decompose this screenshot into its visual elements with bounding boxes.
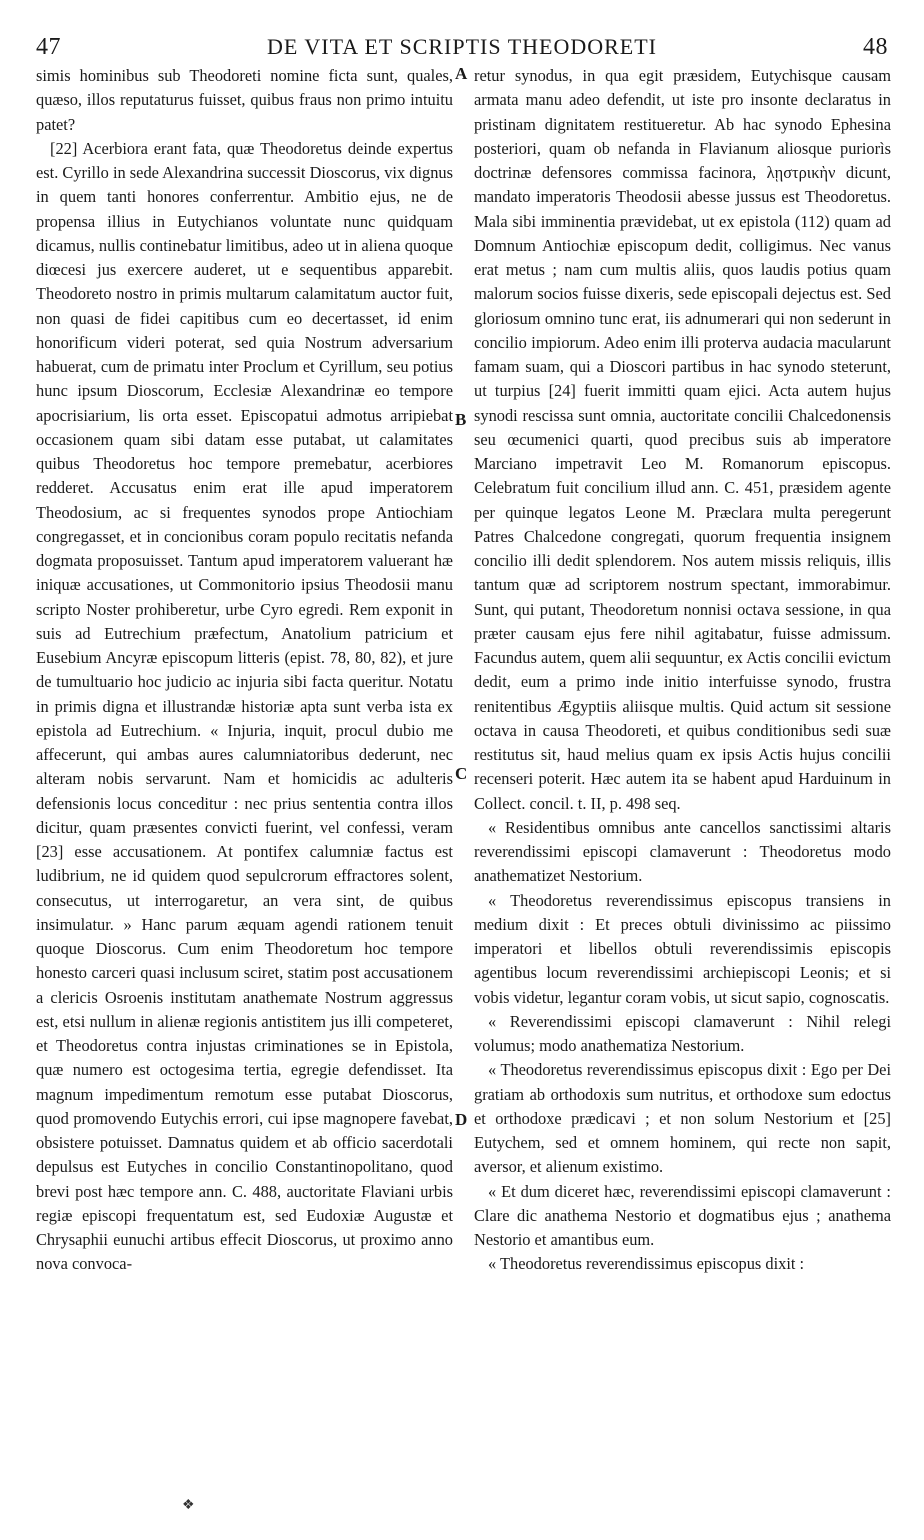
paragraph: « Theodoretus reverendissimus episcopus dixit : — [488, 1254, 805, 1274]
margin-letter-c: C — [455, 764, 468, 783]
margin-letter-d: D — [455, 1110, 468, 1129]
paragraph: retur synodus, in qua egit præsidem, Eutychisque causam armata manu adeo defendit, ut iste pro insonte declaratus in pristinam dignitatem restitueretur. Ab hac synodo Ephesina posteriori, quam ob nefanda in Flavianum aliosque puriorìs doctrinæ defensores commissa facinora, λῃστρικὴν dicunt, mandato imperatoris Theodosii abesse jussus est Theodoretus. Mala sibi imminentia prævidebat, ut ex epistola (112) quam ad Domnum Antiochiæ episcopum dedit, colligimus. Nec vanus erat metus ; nam cum multis aliis, quos laudis potius quam malorum socios fuisse dixeris, sede episcopali dejectus est. Sed gloriosum omnino tunc erat, iis adnumerari qui non sederunt in concilio impiorum. Adeo enim illi proterva audacia macularunt famam suam, qui a Dioscori partibus in hac synodo steterunt, ut turpius [24] fuerit immitti quam ejici. Acta autem hujus synodi rescissa sunt omnia, auctoritate concilii Chalcedonensis seu œcumenici quarti, quod precibus suis ab imperatore Marciano impetravit Leo M. Romanorum episcopus. Celebratum fuit concilium illud ann. C. 451, præsidem agente per quinque legatos Leone M. Præclara multa peregerunt Patres Chalcedone congregati, quorum frequentia insignem concilio illi dedit splendorem. Nos autem missis reliquis, illis tantum quæ ad scriptorem nostrum spectant, immorabimur. Sunt, qui putant, Theodoretum nonnisi octava sessione, in qua præter causam ejus fere nihil agitabatur, fuisse admissum. Facundus autem, quem alii sequuntur, ex Actis concilii evictum dedit, eum a primo inde initio interfuisse synodo, frustra renitentibus Ægyptiis aliisque multis. Quid actum sit sessione octava in causa Theodoreti, et quibus conditionibus sedi suæ restitutus sit, haud melius quam ex ipsis Actis hujus concilii recenseri poterit. Hæc autem ita se habent apud Harduinum in Collect. concil. t. II, p. 498 seq. — [474, 66, 891, 813]
right-column — [474, 64, 891, 1277]
paragraph: « Reverendissimi episcopi clamaverunt : Nihil relegi volumus; modo anathematiza Nestorium. — [474, 1011, 891, 1055]
paragraph: simis hominibus sub Theodoreti nomine ficta sunt, quales, quæso, illos reputaturus fuisset, quibus fraus non primo intuitu patet? — [36, 66, 453, 134]
margin-letter-a: A — [455, 64, 468, 83]
page-number-right: 48 — [863, 34, 888, 60]
paragraph: « Theodoretus reverendissimus episcopus transiens in medium dixit : Et preces obtuli divinissimo ac piissimo imperatori et libellos obtuli reverendissimis episcopis agentibus locum reverendissimi archiepiscopi Leonis; et si vobis videtur, legantur coram vobis, ut sicut sapio, cognoscatis. — [474, 890, 891, 1007]
running-title: DE VITA ET SCRIPTIS THEODORETI — [266, 34, 658, 59]
paragraph: « Theodoretus reverendissimus episcopus dixit : Ego per Dei gratiam ab orthodoxis sum nutritus, et orthodoxe sum edoctus et orthodoxe prædicavi ; et non solum Nestorium et [25] Eutychem, sed et omnem hominem, qui recte non sapit, aversor, et alienum existimo. — [474, 1060, 891, 1177]
running-header — [36, 34, 888, 64]
paragraph: « Et dum diceret hæc, reverendissimi episcopi clamaverunt : Clare dic anathema Nestorio et dogmatibus ejus ; anathema Nestorio et amantibus eum. — [474, 1181, 891, 1249]
margin-letter-b: B — [455, 410, 467, 429]
paragraph: « Residentibus omnibus ante cancellos sanctissimi altaris reverendissimi episcopi clamaverunt : Theodoretus modo anathematizet Nestorium. — [474, 817, 891, 886]
page-number-left: 47 — [36, 34, 61, 60]
ornament-dot-icon: ❖ — [182, 1498, 195, 1513]
left-column — [36, 64, 453, 1277]
paragraph: [22] Acerbiora erant fata, quæ Theodoretus deinde expertus est. Cyrillo in sede Alexandrina successit Dioscorus, vix dignus in quem tanti honores conferrentur. Ambitio ejus, ne de propensa illius in Eutychianos voluntate nunc quidquam dicamus, nullis continebatur limitibus, adeo ut in aliena quoque diœcesi jus exercere auderet, ut e sequentibus apparebit. Theodoreto nostro in primis multarum calamitatum auctor fuit, non quasi de fidei capitibus cum eo decertasset, id enim honorificum videri poterat, sed quia Nostrum adversarium habuerat, cum de primatu inter Proclum et Cyrillum, seu potius hunc ipsum Dioscorum, Ecclesiæ Alexandrinæ eo tempore apocrisiarium, lis orta esset. Episcopatui admotus arripiebat occasionem quam sibi datam esse putabat, ut calamitates quibus Theodoretus hoc tempore premebatur, acerbiores redderet. Accusatus enim erat ille apud imperatorem Theodosium, ac si frequentes synodos prope Antiochiam congregasset, et in concionibus coram populo recitatis nefanda dogmata proposuisset. Tantum apud imperatorem valuerant hæ iniquæ accusationes, ut Commonitorio ipsius Theodosii manu scripto Noster prohiberetur, urbe Cyro egredi. Rem exponit in suis ad Eutrechium præfectum, Anatolium patricium et Eusebium Ancyræ episcopum litteris (epist. 78, 80, 82), et jure de tumultuario hoc judicio ac injuria sibi facta queritur. Notatu in primis digna et illustrandæ historiæ apta sunt verba ista ex epistola ad Eutrechium. « Injuria, inquit, procul dubio me affecerunt, qui ambas aures calumniatoribus dederunt, nec alteram nobis servarunt. Nam et homicidis ac adulteris defensionis locus conceditur : nec prius sententia contra illos dicitur, quam præsentes convicti fuerint, vel confessi, veram [23] esse accusationem. At pontifex calumniæ factus est ludibrium, ne id quidem quod sepulcrorum effractores solent, consecutus, ut interrogaretur, an vera sint, de quibus insimulatur. » Hanc parum æquam agendi rationem tenuit quoque Dioscorus. Cum enim Theodoretum hoc tempore honesto carceri quasi inclusum sciret, statim post accusationem a clericis Osroenis institutam anathemate Nostrum aggressus est, etsi nullum in alienæ regionis antistitem jus illi competeret, et Theodoretus contra injustas criminationes se in Epistola, quæ numero est octogesima tertia, egregie defendisset. Ita magnum impedimentum remotum esse putabat Dioscorus, quod promovendo Eutychis errori, cui ipse magnopere favebat, obsistere potuisset. Damnatus quidem et ab officio sacerdotali depulsus est Eutyches in concilio Constantinopolitano, quod brevi post hæc tempore ann. C. 488, auctoritate Flaviani urbis regiæ episcopi frequentatum est, sed Eudoxiæ Augustæ et Chrysaphii eunuchi artibus effecit Dioscorus, ut proximo anno nova convoca- — [36, 138, 453, 1274]
